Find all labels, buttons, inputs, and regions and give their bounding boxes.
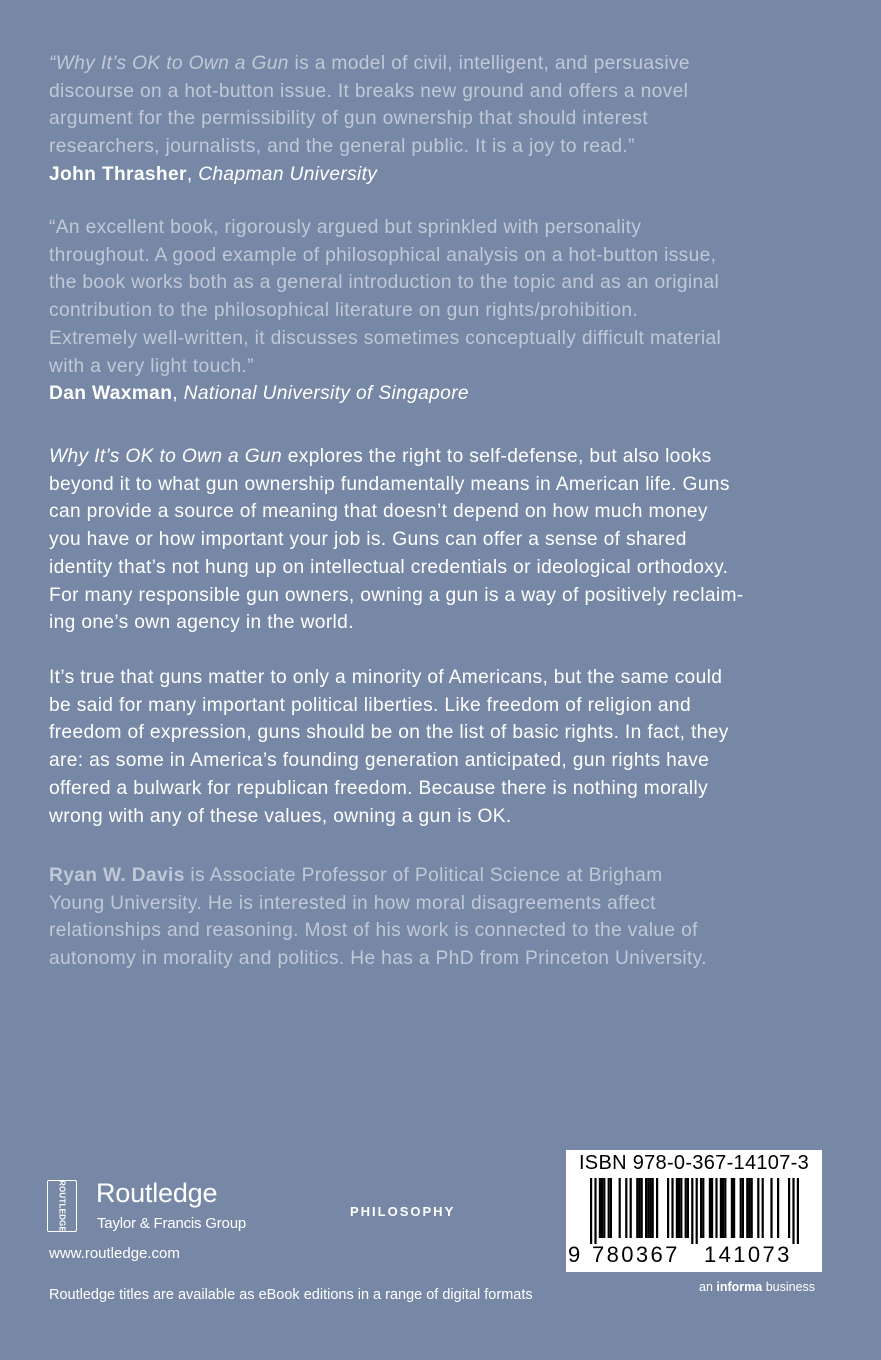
informa-business-note bbox=[699, 1280, 815, 1294]
informa-prefix: an bbox=[699, 1280, 717, 1294]
barcode-bar bbox=[711, 1178, 713, 1238]
logo-mark-text: ROUTLEDGE bbox=[57, 1179, 67, 1233]
routledge-mark-icon bbox=[47, 1180, 77, 1232]
barcode-digit-group-right: 141073 bbox=[704, 1242, 792, 1267]
barcode-bar bbox=[645, 1178, 647, 1238]
bio-line: Young University. He is interested in how moral disagreements affect bbox=[49, 892, 656, 914]
quote-line: “An excellent book, rigorously argued but sprinkled with personality bbox=[49, 217, 642, 238]
barcode-bar bbox=[746, 1178, 748, 1238]
description-line: can provide a source of meaning that doesn’t depend on how much money bbox=[49, 501, 708, 523]
barcode-bar bbox=[601, 1178, 603, 1238]
ebook-note: Routledge titles are available as eBook editions in a range of digital formats bbox=[49, 1287, 533, 1303]
book-title-italic: “Why It’s OK to Own a Gun bbox=[49, 53, 289, 74]
praise-quote-1 bbox=[49, 50, 839, 189]
quote-line: with a very light touch.” bbox=[49, 355, 254, 377]
quote-line bbox=[49, 50, 839, 78]
barcode-bar bbox=[731, 1178, 733, 1238]
barcode-bar bbox=[687, 1178, 689, 1238]
isbn-label: ISBN 978-0-367-14107-3 bbox=[578, 1152, 810, 1174]
description-line: It’s true that guns matter to only a minority of Americans, but the same could bbox=[49, 667, 723, 688]
barcode-bar bbox=[691, 1178, 693, 1244]
description-paragraph-1 bbox=[49, 443, 839, 637]
informa-brand: informa bbox=[716, 1280, 763, 1294]
barcode-bar bbox=[740, 1178, 742, 1238]
informa-suffix: business bbox=[762, 1280, 816, 1294]
bio-line bbox=[49, 862, 839, 890]
quote-line: argument for the permissibility of gun ownership that should interest bbox=[49, 108, 649, 130]
quote-line: throughout. A good example of philosophical analysis on a hot-button issue, bbox=[49, 244, 717, 266]
barcode-bar bbox=[638, 1178, 640, 1238]
barcode-bar bbox=[678, 1178, 680, 1238]
barcode-bar bbox=[685, 1178, 687, 1238]
barcode-bar bbox=[649, 1178, 651, 1238]
bio-line: relationships and reasoning. Most of his work is connected to the value of bbox=[49, 920, 698, 942]
barcode-bar bbox=[667, 1178, 669, 1238]
publisher-name: Routledge bbox=[96, 1178, 218, 1208]
description-line: offered a bulwark for republican freedom. Because there is nothing morally bbox=[49, 777, 709, 799]
description-line: freedom of expression, guns should be on the list of basic rights. In fact, they bbox=[49, 722, 729, 744]
barcode-bar bbox=[757, 1178, 759, 1238]
barcode-bar bbox=[709, 1178, 711, 1238]
barcode-bar bbox=[742, 1178, 744, 1238]
barcode-bar bbox=[762, 1178, 764, 1238]
barcode-digit-first: 9 bbox=[568, 1242, 581, 1267]
barcode-bar bbox=[608, 1178, 610, 1238]
barcode-bar bbox=[590, 1178, 592, 1244]
barcode-bar bbox=[720, 1178, 722, 1238]
praise-quote-2 bbox=[49, 214, 839, 408]
barcode-bar bbox=[603, 1178, 605, 1238]
barcode-bar bbox=[594, 1178, 596, 1244]
barcode-bar bbox=[619, 1178, 621, 1238]
barcode-bar bbox=[792, 1178, 794, 1244]
author-name: Ryan W. Davis bbox=[49, 865, 185, 886]
description-line: beyond it to what gun ownership fundamentally means in American life. Guns bbox=[49, 473, 730, 495]
quote-line: discourse on a hot-button issue. It breaks new ground and offers a novel bbox=[49, 80, 689, 102]
barcode-bar bbox=[652, 1178, 654, 1238]
barcode-bar bbox=[630, 1178, 632, 1238]
barcode-bar bbox=[625, 1178, 627, 1238]
barcode-digit-group-left: 780367 bbox=[592, 1242, 680, 1267]
description-line: be said for many important political liberties. Like freedom of religion and bbox=[49, 694, 691, 716]
isbn-barcode bbox=[566, 1150, 822, 1272]
quote-attribution: Dan Waxman, National University of Singapore bbox=[49, 383, 469, 405]
description-line: ing one’s own agency in the world. bbox=[49, 612, 354, 634]
barcode-bar bbox=[777, 1178, 779, 1238]
quote-line: the book works both as a general introduction to the topic and as an original bbox=[49, 272, 720, 294]
reviewer-affiliation: National University of Singapore bbox=[183, 383, 469, 405]
reviewer-name: John Thrasher bbox=[49, 163, 187, 185]
barcode-bar bbox=[676, 1178, 678, 1238]
description-line: wrong with any of these values, owning a gun is OK. bbox=[49, 805, 512, 827]
author-bio bbox=[49, 862, 839, 973]
publisher-website: www.routledge.com bbox=[49, 1245, 180, 1262]
barcode-bar bbox=[671, 1178, 673, 1238]
barcode-bar bbox=[656, 1178, 658, 1238]
barcode-bar bbox=[724, 1178, 726, 1238]
barcode-bar bbox=[748, 1178, 750, 1238]
barcode-bar bbox=[797, 1178, 799, 1244]
reviewer-affiliation: Chapman University bbox=[198, 163, 378, 185]
barcode-bar bbox=[770, 1178, 772, 1238]
quote-attribution: John Thrasher, Chapman University bbox=[49, 163, 378, 185]
quote-line: researchers, journalists, and the general public. It is a joy to read.” bbox=[49, 136, 635, 158]
publisher-group: Taylor & Francis Group bbox=[97, 1215, 246, 1232]
barcode-bar bbox=[610, 1178, 612, 1238]
description-line: are: as some in America’s founding generation anticipated, gun rights have bbox=[49, 750, 710, 772]
description-line: you have or how important your job is. Guns can offer a sense of shared bbox=[49, 529, 687, 551]
quote-line: contribution to the philosophical literature on gun rights/prohibition. bbox=[49, 300, 639, 322]
barcode-bar bbox=[715, 1178, 717, 1238]
barcode-bar bbox=[733, 1178, 735, 1238]
barcode-bar bbox=[647, 1178, 649, 1238]
bio-line: autonomy in morality and politics. He has a PhD from Princeton University. bbox=[49, 948, 707, 970]
barcode-bar bbox=[722, 1178, 724, 1238]
description-line: identity that’s not hung up on intellectual credentials or ideological orthodoxy. bbox=[49, 556, 729, 578]
book-title-italic: Why It’s OK to Own a Gun bbox=[49, 446, 283, 467]
description-text: explores the right to self-defense, but also looks bbox=[282, 446, 712, 467]
quote-text: is a model of civil, intelligent, and persuasive bbox=[288, 53, 690, 74]
barcode-bar bbox=[680, 1178, 682, 1238]
barcode-bar bbox=[599, 1178, 601, 1238]
barcode-bar bbox=[700, 1178, 702, 1238]
barcode-bar bbox=[788, 1178, 790, 1238]
barcode-bar bbox=[751, 1178, 753, 1238]
bio-text: is Associate Professor of Political Science at Brigham bbox=[184, 865, 663, 886]
description-line: For many responsible gun owners, owning a gun is a way of positively reclaim- bbox=[49, 584, 744, 606]
barcode-bar bbox=[636, 1178, 638, 1238]
subject-category: PHILOSOPHY bbox=[350, 1204, 456, 1219]
quote-line: Extremely well-written, it discusses sometimes conceptually difficult material bbox=[49, 327, 722, 349]
description-paragraph-2 bbox=[49, 664, 839, 830]
barcode-bar bbox=[702, 1178, 704, 1238]
barcode-bar bbox=[641, 1178, 643, 1238]
barcode-bars bbox=[574, 1178, 814, 1244]
description-line bbox=[49, 443, 839, 471]
barcode-bar bbox=[696, 1178, 698, 1244]
reviewer-name: Dan Waxman bbox=[49, 383, 173, 405]
